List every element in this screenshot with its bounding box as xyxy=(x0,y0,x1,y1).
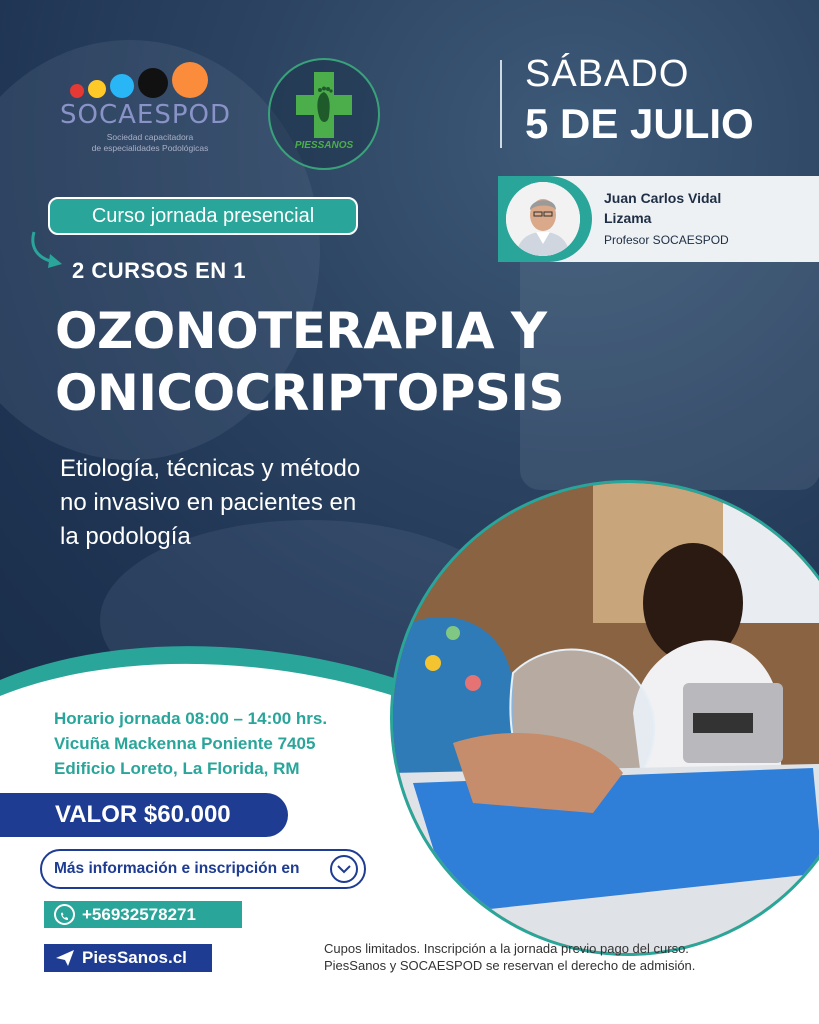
course-count: 2 CURSOS EN 1 xyxy=(72,258,246,283)
piessanos-logo-text: PIESSANOS xyxy=(294,140,354,151)
professor-photo xyxy=(506,182,580,256)
course-subtitle: Etiología, técnicas y método no invasivo en pacientes en la podología xyxy=(60,455,361,550)
website-text: PiesSanos.cl xyxy=(82,948,187,967)
footnote: Cupos limitados. Inscripción a la jornada previo pago del curso. PiesSanos y SOCAESPOD se reservan el derecho de admisión. xyxy=(324,941,696,973)
course-title: OZONOTERAPIA Y ONICOCRIPTOPSIS xyxy=(55,302,564,422)
socaespod-logo xyxy=(60,62,240,157)
curved-arrow-icon xyxy=(28,230,68,272)
course-type-badge: Curso jornada presencial xyxy=(48,197,358,235)
event-day: SÁBADO xyxy=(525,53,690,95)
piessanos-logo xyxy=(268,58,380,170)
more-info-label: Más información e inscripción en xyxy=(54,860,300,877)
whatsapp-contact[interactable] xyxy=(44,901,242,928)
schedule: Horario jornada 08:00 – 14:00 hrs. xyxy=(54,709,328,728)
website-link[interactable] xyxy=(44,944,212,972)
logo-dots xyxy=(70,62,208,98)
phone-number: +56932578271 xyxy=(82,905,196,924)
address-line-1: Vicuña Mackenna Poniente 7405 xyxy=(54,734,316,753)
event-date: 5 DE JULIO xyxy=(525,100,754,147)
whatsapp-icon xyxy=(54,904,75,925)
more-info-button[interactable] xyxy=(40,849,366,889)
professor-card xyxy=(498,176,819,262)
send-icon xyxy=(56,950,74,966)
socaespod-tagline: Sociedad capacitadora de especialidades Podológicas xyxy=(91,132,209,153)
foot-icon xyxy=(312,86,336,126)
chevron-down-icon xyxy=(330,855,358,883)
address-line-2: Edificio Loreto, La Florida, RM xyxy=(54,759,300,778)
price-banner: VALOR $60.000 xyxy=(0,793,288,837)
divider xyxy=(500,60,502,148)
socaespod-name: SOCAESPOD xyxy=(60,100,232,130)
professor-name: Juan Carlos Vidal Lizama xyxy=(604,190,722,226)
event-details xyxy=(54,706,327,781)
professor-role: Profesor SOCAESPOD xyxy=(604,233,729,247)
